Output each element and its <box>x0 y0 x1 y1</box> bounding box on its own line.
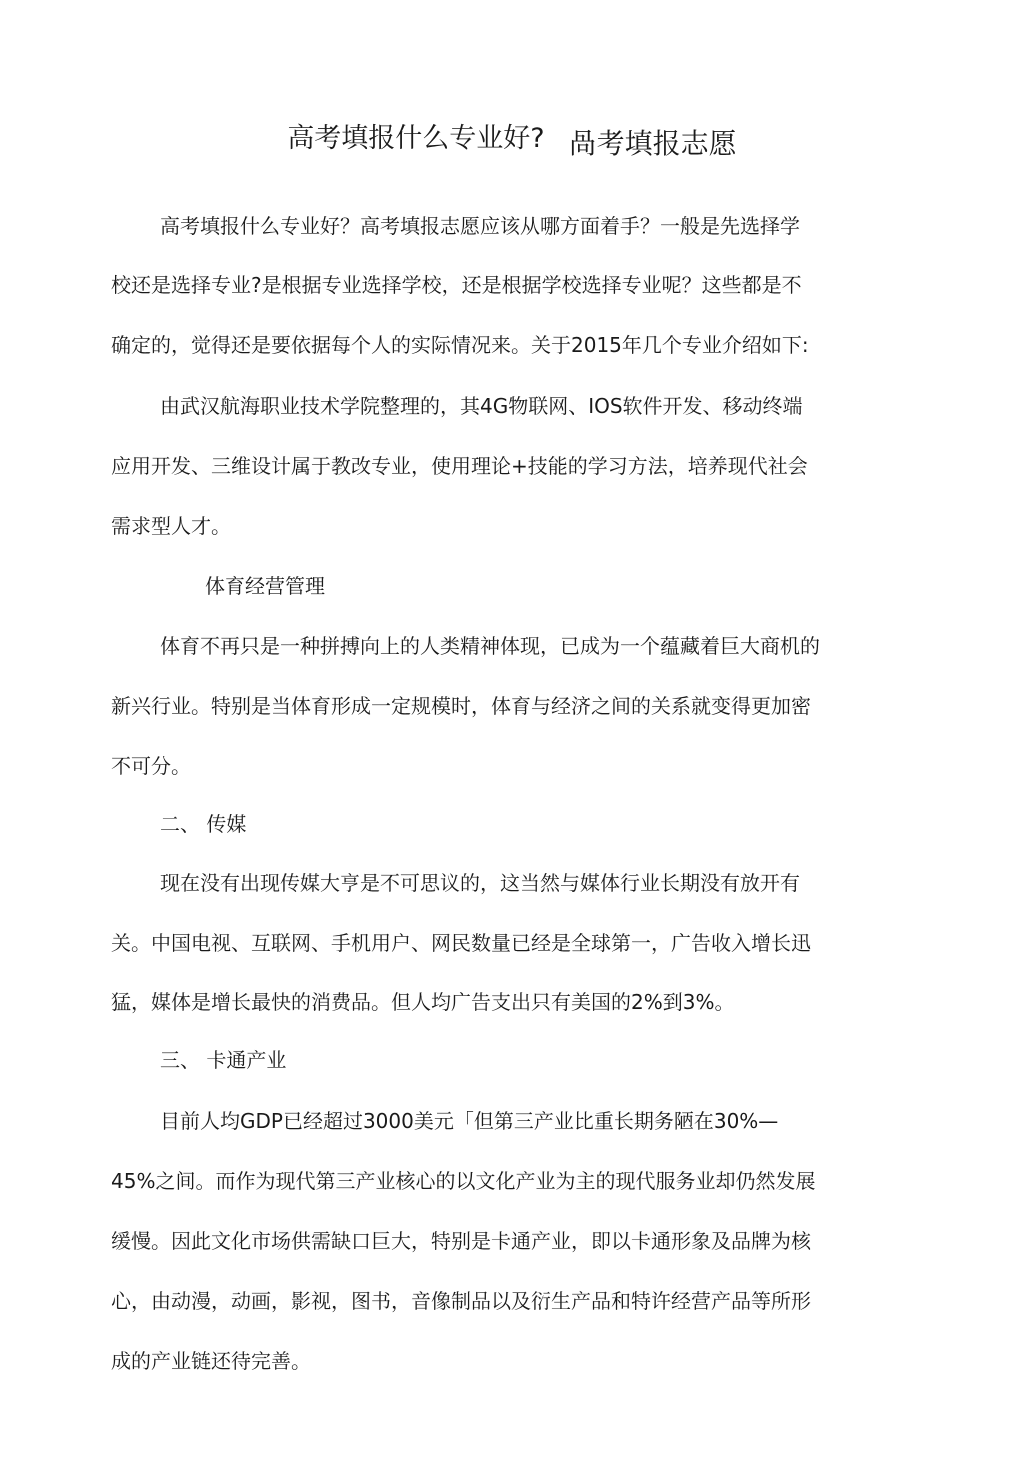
paragraph-line: 体育不再只是一种拼搏向上的人类精神体现，已成为一个蕴藏着巨大商机的 <box>160 634 820 658</box>
paragraph-line: 成的产业链还待完善。 <box>111 1349 311 1373</box>
title-main: 高考填报什么专业好? <box>287 123 545 154</box>
title-sub: 咼考填报志愿 <box>568 127 737 160</box>
section-heading: 体育经营管理 <box>205 574 325 598</box>
paragraph-line: 校还是选择专业?是根据专业选择学校，还是根据学校选择专业呢？这些都是不 <box>111 273 802 297</box>
paragraph-line: 目前人均GDP已经超过3000美元「但第三产业比重长期务陋在30%— <box>160 1109 779 1133</box>
paragraph-line: 45%之间。而作为现代第三产业核心的以文化产业为主的现代服务业却仍然发展 <box>111 1169 816 1193</box>
section-heading: 二、 传媒 <box>160 812 247 836</box>
paragraph-line: 应用开发、三维设计属于教改专业，使用理论+技能的学习方法，培养现代社会 <box>111 454 808 478</box>
paragraph-line: 缓慢。因此文化市场供需缺口巨大，特别是卡通产业，即以卡通形象及品牌为核 <box>111 1229 811 1253</box>
paragraph-line: 心，由动漫，动画，影视，图书，音像制品以及衍生产品和特许经营产品等所形 <box>111 1289 811 1313</box>
paragraph-line: 由武汉航海职业技术学院整理的，其4G物联网、IOS软件开发、移动终端 <box>160 394 803 418</box>
paragraph-line: 新兴行业。特别是当体育形成一定规模时，体育与经济之间的关系就变得更加密 <box>111 694 811 718</box>
paragraph-line: 高考填报什么专业好？高考填报志愿应该从哪方面着手？一般是先选择学 <box>160 214 800 238</box>
section-heading: 三、 卡通产业 <box>160 1048 287 1072</box>
document-title <box>0 118 1024 159</box>
paragraph-line: 现在没有出现传媒大亨是不可思议的，这当然与媒体行业长期没有放开有 <box>160 871 800 895</box>
paragraph-line: 不可分。 <box>111 754 191 778</box>
paragraph-line: 确定的，觉得还是要依据每个人的实际情况来。关于2015年几个专业介绍如下: <box>111 333 809 357</box>
paragraph-line: 需求型人才。 <box>111 514 231 538</box>
paragraph-line: 猛，媒体是增长最快的消费品。但人均广告支出只有美国的2%到3%。 <box>111 990 735 1014</box>
paragraph-line: 关。中国电视、互联网、手机用户、网民数量已经是全球第一，广告收入增长迅 <box>111 931 811 955</box>
